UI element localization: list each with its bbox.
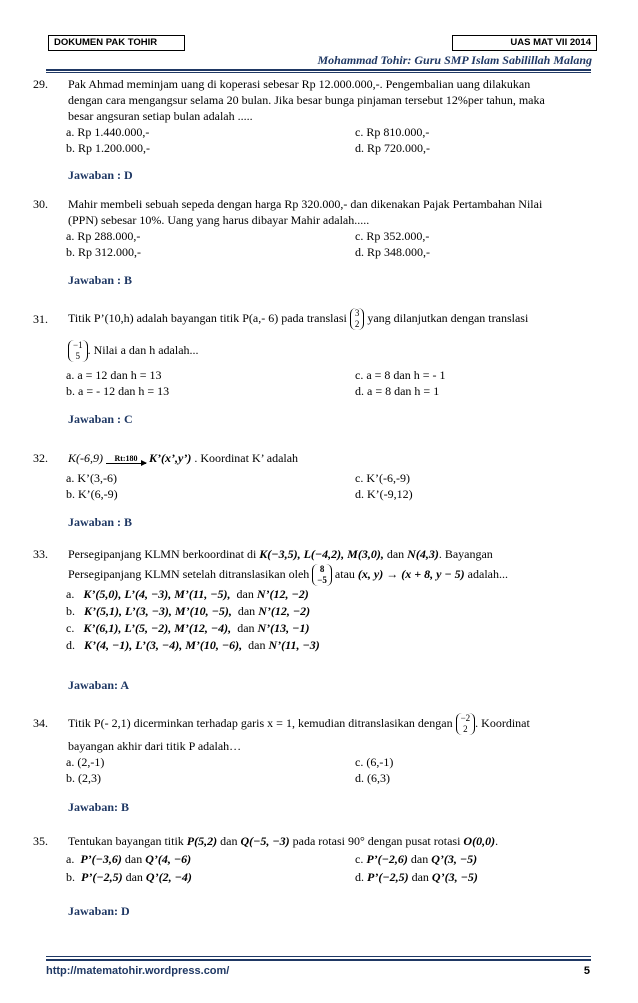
option-d: d. Rp 720.000,-	[355, 141, 430, 155]
header-doc-label: DOKUMEN PAK TOHIR	[48, 35, 185, 51]
option-coords: Q’(2, −4)	[145, 870, 192, 884]
question-text-line: (PPN) sebesar 10%. Uang yang harus dibayar Mahir adalah.....	[68, 213, 370, 227]
header-exam-label: UAS MAT VII 2014	[452, 35, 597, 51]
question-number: 31.	[33, 312, 48, 326]
question-number: 35.	[33, 834, 48, 848]
option-d: d. Rp 348.000,-	[355, 245, 430, 259]
vector-top: 8	[319, 564, 325, 575]
option-a	[66, 851, 191, 867]
option-label: c.	[355, 852, 364, 866]
option-c	[355, 851, 477, 867]
option-b: b. K’(6,-9)	[66, 487, 118, 501]
question-text-line	[68, 335, 588, 365]
answer: Jawaban: A	[68, 678, 130, 692]
question-text-line	[68, 563, 588, 586]
option-label: d.	[355, 870, 364, 884]
header-author: Mohammad Tohir: Guru SMP Islam Sabilillah Malang	[317, 53, 592, 67]
footer-website-link[interactable]: http://matematohir.wordpress.com/	[46, 965, 230, 977]
option-coords: N’(12, −2)	[258, 604, 311, 618]
question-text: . Bayangan	[438, 547, 493, 561]
option-d	[355, 869, 478, 885]
option-coords: N’(13, −1)	[257, 621, 310, 635]
option-label: d.	[66, 638, 75, 652]
option-label: b.	[66, 604, 75, 618]
answer: Jawaban : B	[68, 273, 133, 287]
question-number: 32.	[33, 451, 48, 465]
option-text: dan	[411, 870, 429, 884]
vector-top: 3	[354, 308, 360, 319]
point-q: Q(−5, −3)	[240, 834, 290, 848]
option-coords: P’(−2,6)	[366, 852, 408, 866]
option-c: c. K’(-6,-9)	[355, 471, 410, 485]
question-text: dan	[220, 834, 238, 848]
option-label: b.	[66, 870, 75, 884]
option-coords: P’(−3,6)	[80, 852, 122, 866]
vector-bottom: 2	[354, 319, 360, 330]
question-text: pada rotasi 90° dengan pusat rotasi	[292, 834, 461, 848]
option-c: c. Rp 352.000,-	[355, 229, 430, 243]
answer: Jawaban : C	[68, 412, 133, 426]
question-text: Titik P(- 2,1) dicerminkan terhadap garis x = 1, kemudian ditranslasikan dengan	[68, 716, 453, 730]
answer: Jawaban: D	[68, 904, 130, 918]
option-b	[66, 603, 310, 619]
question-text: adalah...	[467, 567, 508, 581]
page-number: 5	[583, 965, 590, 977]
option-coords: K’(6,1), L’(5, −2), M’(12, −4),	[83, 621, 232, 635]
question-number: 34.	[33, 716, 48, 730]
point-p: P(5,2)	[186, 834, 218, 848]
option-d: d. K’(-9,12)	[355, 487, 413, 501]
arrow-label: Rt:180	[114, 454, 138, 464]
option-c: c. a = 8 dan h = - 1	[355, 368, 446, 382]
coordinates: K(−3,5), L(−4,2), M(3,0),	[259, 547, 384, 561]
option-d: d. a = 8 dan h = 1	[355, 384, 440, 398]
option-text: dan	[125, 870, 143, 884]
translation-vector-1	[350, 308, 365, 330]
question-text: yang dilanjutkan dengan translasi	[367, 311, 529, 325]
option-label: a.	[66, 587, 75, 601]
option-coords: N’(11, −3)	[268, 638, 320, 652]
question-text: . Koordinat K’ adalah	[194, 451, 299, 465]
question-number: 29.	[33, 77, 48, 91]
option-coords: Q’(3, −5)	[431, 870, 478, 884]
question-text: .	[495, 834, 499, 848]
option-coords: P’(−2,5)	[367, 870, 409, 884]
option-a: a. K’(3,-6)	[66, 471, 117, 485]
vector-bottom: −5	[317, 575, 327, 586]
point-o: O(0,0)	[463, 834, 496, 848]
question-text-line	[68, 833, 588, 849]
question-text-line: dengan cara mengangsur selama 20 bulan. Jika besar bunga pinjaman tersebut 12%per tahun, maka	[68, 93, 545, 107]
answer: Jawaban : B	[68, 515, 133, 529]
header-divider	[46, 69, 591, 71]
question-text: dan	[386, 547, 405, 561]
vector-top: −2	[460, 713, 471, 724]
point-k-prime: K’(x’,y’)	[149, 451, 192, 465]
footer-divider	[46, 959, 591, 961]
header-divider-thin	[46, 72, 591, 73]
option-b: b. Rp 312.000,-	[66, 245, 141, 259]
option-a: a. (2,-1)	[66, 755, 105, 769]
mapping-rule: (x, y) → (x + 8, y − 5)	[357, 567, 465, 581]
option-a: a. a = 12 dan h = 13	[66, 368, 162, 382]
question-text: Tentukan bayangan titik	[68, 834, 184, 848]
option-a	[66, 586, 309, 602]
question-text: atau	[334, 567, 355, 581]
option-coords: N’(12, −2)	[256, 587, 309, 601]
vector-bottom: 5	[75, 351, 81, 362]
translation-vector	[456, 713, 476, 735]
question-text-line	[68, 303, 588, 333]
option-coords: Q’(4, −6)	[145, 852, 192, 866]
question-text-line: bayangan akhir dari titik P adalah…	[68, 739, 242, 753]
option-a: a. Rp 1.440.000,-	[66, 125, 150, 139]
question-text-line: besar angsuran setiap bulan adalah .....	[68, 109, 253, 123]
option-coords: P’(−2,5)	[81, 870, 123, 884]
question-text: . Nilai a dan h adalah...	[87, 343, 199, 357]
option-c: c. (6,-1)	[355, 755, 394, 769]
question-text-line: Mahir membeli sebuah sepeda dengan harga Rp 320.000,- dan dikenakan Pajak Pertambahan Nilai	[68, 197, 543, 211]
option-a: a. Rp 288.000,-	[66, 229, 141, 243]
option-text: dan	[124, 852, 143, 866]
option-b: b. (2,3)	[66, 771, 101, 785]
option-coords: K’(4, −1), L’(3, −4), M’(10, −6),	[84, 638, 243, 652]
option-b: b. a = - 12 dan h = 13	[66, 384, 170, 398]
question-text-line: Pak Ahmad meminjam uang di koperasi sebesar Rp 12.000.000,-. Pengembalian uang dilakukan	[68, 77, 531, 91]
vector-top: −1	[73, 340, 83, 351]
question-number: 33.	[33, 547, 48, 561]
question-text-line	[68, 546, 588, 562]
option-text: dan	[236, 587, 254, 601]
option-d: d. (6,3)	[355, 771, 390, 785]
option-c: c. Rp 810.000,-	[355, 125, 430, 139]
option-coords: K’(5,0), L’(4, −3), M’(11, −5),	[83, 587, 231, 601]
option-b	[66, 869, 192, 885]
question-text: Titik P’(10,h) adalah bayangan titik P(a,- 6) pada translasi	[68, 311, 347, 325]
option-label: a.	[66, 852, 75, 866]
vector-bottom: 2	[463, 724, 468, 735]
option-text: dan	[248, 638, 266, 652]
option-text: dan	[410, 852, 429, 866]
coordinates: N(4,3)	[407, 547, 439, 561]
question-text-line	[68, 444, 588, 472]
question-number: 30.	[33, 197, 48, 211]
point-k: K(-6,9)	[68, 451, 103, 465]
question-text-line	[68, 710, 588, 736]
rotation-arrow-icon	[106, 454, 146, 464]
option-coords: Q’(3, −5)	[431, 852, 478, 866]
answer: Jawaban : D	[68, 168, 133, 182]
footer-divider-thin	[46, 956, 591, 957]
option-b: b. Rp 1.200.000,-	[66, 141, 150, 155]
option-d	[66, 637, 320, 653]
question-text: Persegipanjang KLMN berkoordinat di	[68, 547, 257, 561]
answer: Jawaban: B	[68, 800, 130, 814]
option-coords: K’(5,1), L’(3, −3), M’(10, −5),	[84, 604, 232, 618]
question-text: Persegipanjang KLMN setelah ditranslasikan oleh	[68, 567, 310, 581]
translation-vector	[312, 564, 332, 586]
question-text: . Koordinat	[475, 716, 530, 730]
option-text: dan	[237, 604, 256, 618]
translation-vector-2	[68, 340, 88, 362]
option-text: dan	[237, 621, 255, 635]
option-c	[66, 620, 309, 636]
option-label: c.	[66, 621, 75, 635]
